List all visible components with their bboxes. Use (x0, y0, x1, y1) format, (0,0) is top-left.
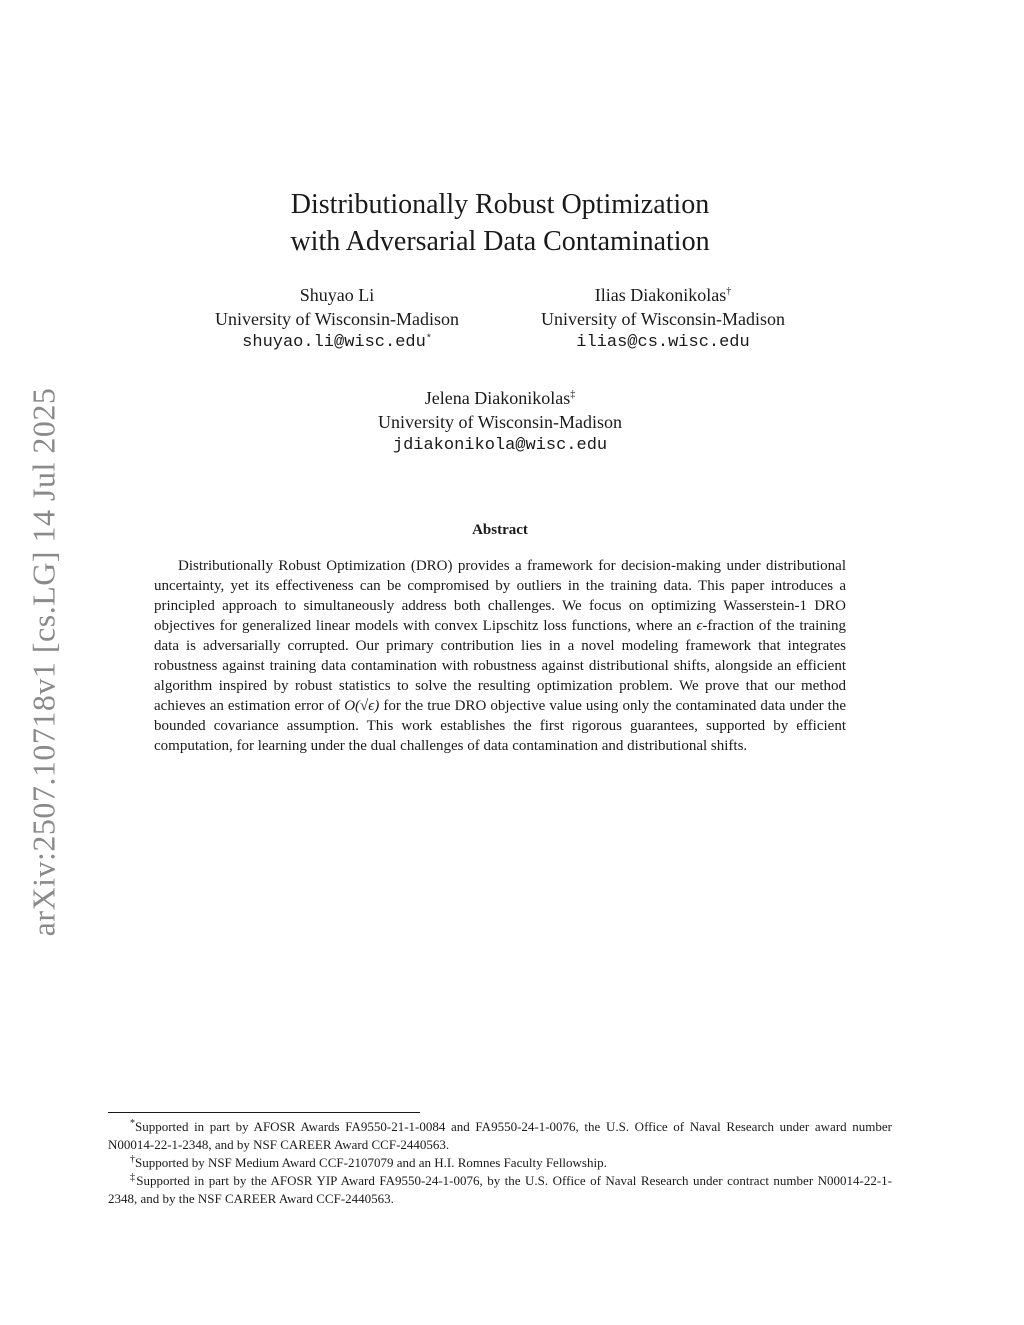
footnotes (108, 1118, 892, 1208)
author-name: Ilias Diakonikolas† (594, 285, 732, 305)
footnote: ‡Supported in part by the AFOSR YIP Award FA9550-24-1-0076, by the U.S. Office of Naval Research under contract number N00014-22-1-2348, and by the NSF CAREER Award CCF-2440563. (108, 1172, 892, 1206)
author-name: Shuyao Li (299, 285, 375, 305)
epsilon-symbol: ϵ (696, 618, 703, 634)
author-email[interactable]: ilias@cs.wisc.edu (576, 333, 750, 352)
arxiv-identifier-stamp: arXiv:2507.10718v1 [cs.LG] 14 Jul 2025 (25, 387, 62, 937)
author-block (340, 386, 660, 458)
abstract-heading: Abstract (472, 522, 528, 538)
error-bound-formula: O(√ϵ) (344, 698, 380, 714)
author-block (503, 283, 823, 355)
footnote: *Supported in part by AFOSR Awards FA9550-21-1-0084 and FA9550-24-1-0076, the U.S. Office of Naval Research under award number N00014-22-1-2348, and by NSF CAREER Award CCF-2440563. (108, 1118, 892, 1152)
author-affiliation: University of Wisconsin-Madison (541, 309, 785, 329)
paper-title (0, 186, 1000, 260)
author-email[interactable]: shuyao.li@wisc.edu* (242, 333, 432, 352)
author-block (177, 283, 497, 355)
author-email[interactable]: jdiakonikola@wisc.edu (392, 436, 608, 455)
footnote-divider (108, 1112, 420, 1113)
title-line-2: with Adversarial Data Contamination (290, 226, 710, 257)
author-affiliation: University of Wisconsin-Madison (378, 412, 622, 432)
abstract-text: Distributionally Robust Optimization (DRO) provides a framework for decision-making under distributional uncertainty, yet its effectiveness can be compromised by outliers in the training data. This paper introduces a principled approach to simultaneously address both challenges. We focus on optimizing Wasserstein-1 DRO objectives for generalized linear models with convex Lipschitz loss functions, where an ϵ-fraction of the training data is adversarially corrupted. Our primary contribution lies in a novel modeling framework that integrates robustness against training data contamination with robustness against distributional shifts, alongside an efficient algorithm inspired by robust statistics to solve the resulting optimization problem. We prove that our method achieves an estimation error of O(√ϵ) for the true DRO objective value using only the contaminated data under the bounded covariance assumption. This work establishes the first rigorous guarantees, supported by efficient computation, for learning under the dual challenges of data contamination and distributional shifts. (154, 558, 846, 754)
author-name: Jelena Diakonikolas‡ (424, 388, 576, 408)
footnote: †Supported by NSF Medium Award CCF-2107079 and an H.I. Romnes Faculty Fellowship. (130, 1154, 607, 1170)
author-affiliation: University of Wisconsin-Madison (215, 309, 459, 329)
title-line-1: Distributionally Robust Optimization (290, 189, 710, 220)
